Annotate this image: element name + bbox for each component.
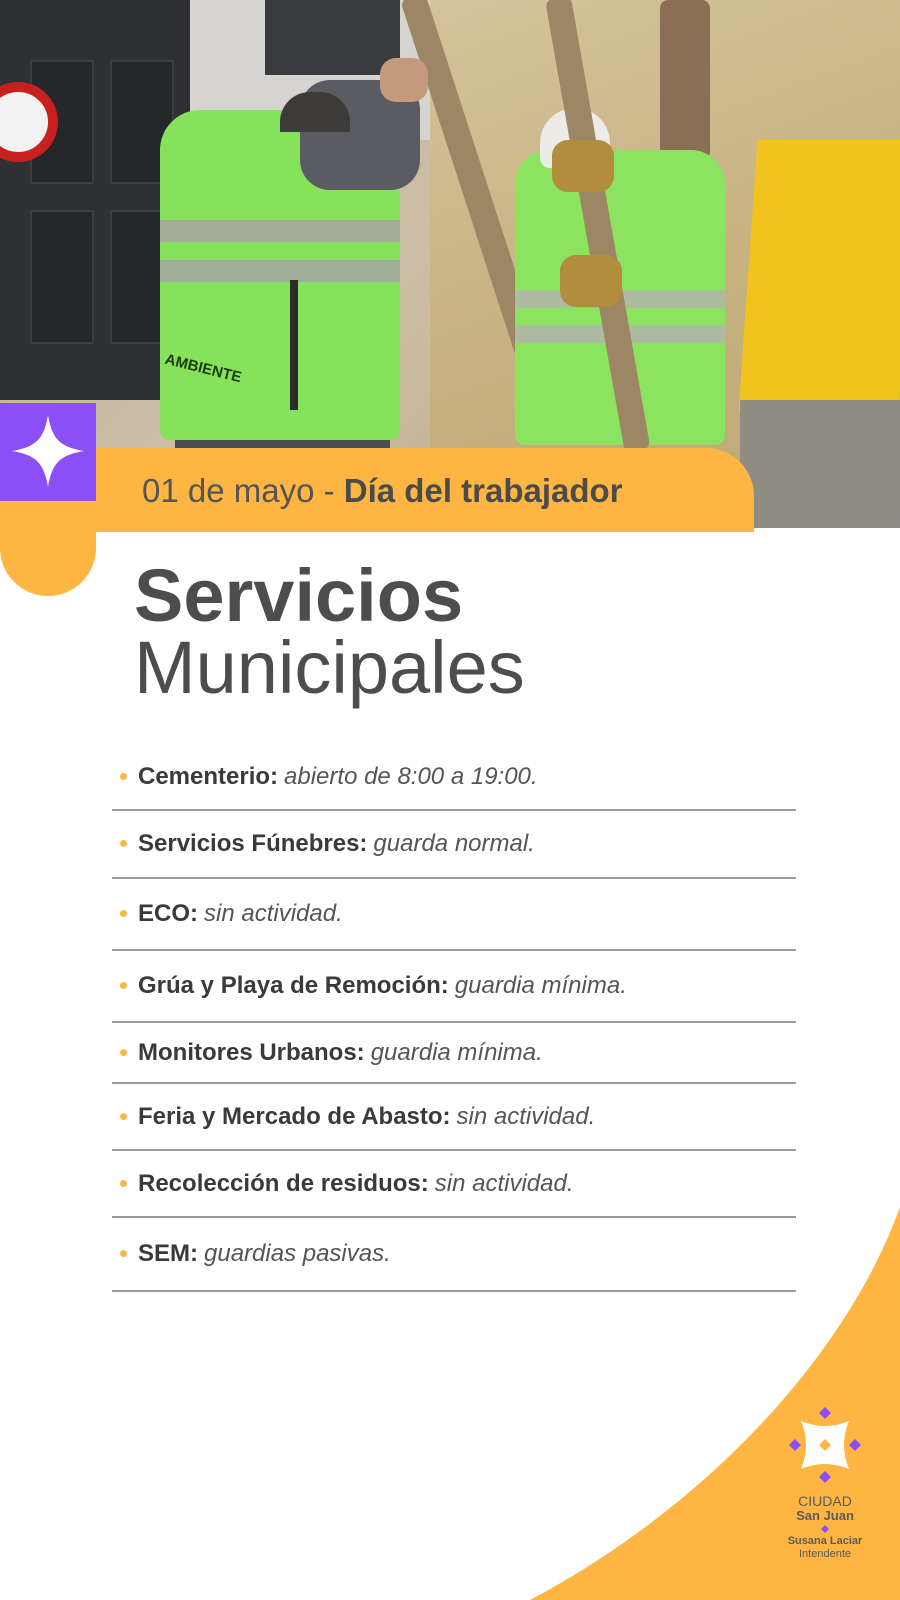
service-status: guardias pasivas. [204, 1240, 391, 1267]
diamond-icon [821, 1525, 829, 1533]
service-status: sin actividad. [456, 1102, 596, 1130]
service-status: guarda normal. [373, 830, 535, 857]
service-item [112, 879, 796, 951]
service-status: sin actividad. [204, 900, 343, 927]
service-name: Monitores Urbanos: [138, 1038, 365, 1066]
banner-occasion: Día del trabajador [343, 472, 623, 509]
bullet [120, 840, 127, 847]
vest-text: AMBIENTE [163, 350, 244, 387]
service-name: ECO: [138, 900, 198, 927]
service-name: Feria y Mercado de Abasto: [138, 1102, 451, 1130]
service-item [112, 1023, 796, 1084]
service-item [112, 745, 796, 811]
service-status: guardia mínima. [454, 972, 627, 999]
logo-mayor-role: Intendente [799, 1548, 851, 1560]
bullet [120, 982, 127, 989]
service-name: Recolección de residuos: [138, 1169, 429, 1197]
service-item [112, 811, 796, 879]
bullet [120, 1049, 127, 1056]
service-name: Cementerio: [138, 763, 279, 790]
page-title-line2: Municipales [134, 626, 525, 709]
logo-city-line2: San Juan [796, 1508, 854, 1523]
service-item [112, 1151, 796, 1218]
service-name: Grúa y Playa de Remoción: [138, 972, 449, 999]
services-list [112, 745, 796, 1292]
page-title-line1: Servicios [134, 554, 464, 637]
service-status: guardia mínima. [370, 1038, 543, 1066]
service-item [112, 1084, 796, 1151]
service-status: sin actividad. [434, 1169, 574, 1197]
bullet [120, 1250, 127, 1257]
service-item [112, 951, 796, 1023]
service-item [112, 1218, 796, 1292]
logo-mayor-name: Susana Laciar [787, 1535, 863, 1547]
flower-logo-icon [787, 1405, 863, 1485]
bullet [120, 1180, 127, 1187]
bullet [120, 1113, 127, 1120]
bullet [120, 773, 127, 780]
service-name: SEM: [138, 1240, 198, 1267]
banner-date: 01 de mayo - [142, 472, 344, 509]
purple-badge [0, 403, 96, 501]
service-name: Servicios Fúnebres: [138, 830, 368, 857]
bullet [120, 910, 127, 917]
banner-text [142, 472, 623, 510]
service-status: abierto de 8:00 a 19:00. [284, 763, 538, 790]
logo-city-line1: CIUDAD [798, 1493, 852, 1509]
four-point-star-icon [12, 415, 84, 487]
city-logo [780, 1405, 870, 1560]
